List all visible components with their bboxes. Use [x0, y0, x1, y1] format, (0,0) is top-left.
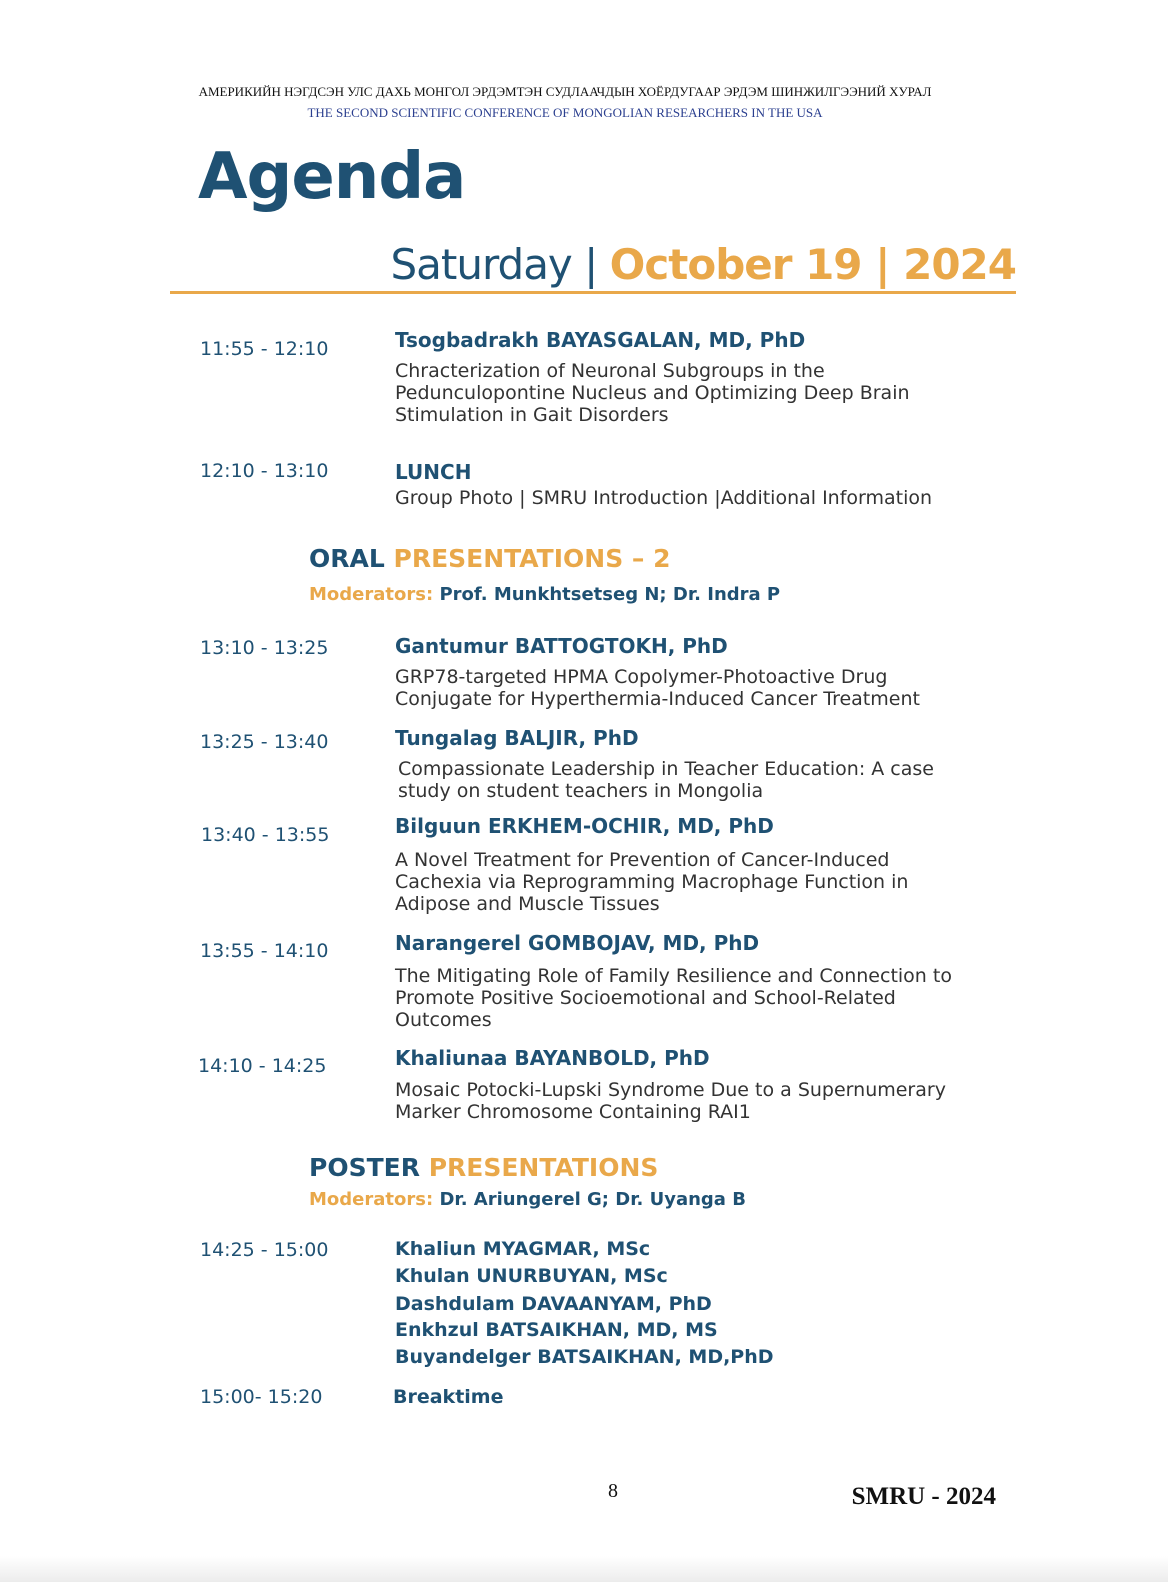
speaker-name: Tsogbadrakh BAYASGALAN, MD, PhD	[395, 328, 806, 352]
section-title-oral	[309, 544, 671, 573]
poster-presenter: Khaliun MYAGMAR, MSc	[395, 1238, 651, 1260]
footer-brand: SMRU - 2024	[851, 1483, 996, 1510]
header-english: THE SECOND SCIENTIFIC CONFERENCE OF MONGOLIAN RESEARCHERS IN THE USA	[307, 105, 823, 120]
agenda-time: 15:00- 15:20	[200, 1386, 323, 1408]
talk-title: A Novel Treatment for Prevention of Cancer-Induced Cachexia via Reprogramming Macrophage Function in Adipose and Muscle Tissues	[395, 849, 909, 915]
poster-presenter: Enkhzul BATSAIKHAN, MD, MS	[395, 1319, 718, 1341]
agenda-time: 14:25 - 15:00	[200, 1239, 329, 1261]
moderators-oral	[309, 584, 780, 605]
poster-presenter: Khulan UNURBUYAN, MSc	[395, 1265, 668, 1287]
poster-presenter: Dashdulam DAVAANYAM, PhD	[395, 1293, 712, 1315]
moderators-label: Moderators:	[309, 1189, 434, 1210]
talk-title: Compassionate Leadership in Teacher Education: A case study on student teachers in Mongolia	[398, 758, 934, 802]
page-title: Agenda	[198, 140, 466, 214]
lunch-details: Group Photo | SMRU Introduction |Additional Information	[395, 487, 933, 509]
talk-title: Chracterization of Neuronal Subgroups in the Pedunculopontine Nucleus and Optimizing Deep Brain Stimulation in Gait Disorders	[395, 360, 910, 426]
talk-title: Mosaic Potocki-Lupski Syndrome Due to a Supernumerary Marker Chromosome Containing RAI1	[395, 1079, 946, 1123]
page-number: 8	[608, 1480, 618, 1502]
speaker-name: Tungalag BALJIR, PhD	[395, 726, 639, 750]
moderators-poster	[309, 1189, 746, 1210]
agenda-time: 11:55 - 12:10	[200, 338, 329, 360]
talk-title: The Mitigating Role of Family Resilience and Connection to Promote Positive Socioemotional and School-Related Outcomes	[395, 965, 952, 1031]
speaker-name: Gantumur BATTOGTOKH, PhD	[395, 634, 728, 658]
speaker-name: Bilguun ERKHEM-OCHIR, MD, PhD	[395, 814, 774, 838]
lunch-label: LUNCH	[395, 460, 472, 484]
poster-presenter: Buyandelger BATSAIKHAN, MD,PhD	[395, 1346, 774, 1368]
breaktime-label: Breaktime	[393, 1386, 504, 1408]
header-mongolian: АМЕРИКИЙН НЭГДСЭН УЛС ДАХЬ МОНГОЛ ЭРДЭМТЭН СУДЛААЧДЫН ХОЁРДУГААР ЭРДЭМ ШИНЖИЛГЭЭНИЙ ХУРАЛ	[198, 84, 932, 99]
agenda-time: 13:40 - 13:55	[201, 824, 330, 846]
header-divider	[170, 291, 1016, 294]
agenda-time: 12:10 - 13:10	[200, 460, 329, 482]
agenda-time: 13:55 - 14:10	[200, 940, 329, 962]
moderators-names: Dr. Ariungerel G; Dr. Uyanga B	[439, 1189, 746, 1210]
section-title-part-b: PRESENTATIONS – 2	[393, 544, 671, 573]
section-title-part-a: ORAL	[309, 544, 385, 573]
section-title-part-b: PRESENTATIONS	[428, 1153, 659, 1182]
agenda-time: 13:25 - 13:40	[200, 731, 329, 753]
speaker-name: Khaliunaa BAYANBOLD, PhD	[395, 1046, 710, 1070]
talk-title: GRP78-targeted HPMA Copolymer-Photoactive Drug Conjugate for Hyperthermia-Induced Cancer Treatment	[395, 666, 920, 710]
page-bottom-edge	[0, 1556, 1168, 1582]
date-line	[391, 240, 1016, 289]
date-value: October 19 | 2024	[609, 240, 1016, 289]
date-separator: |	[571, 240, 610, 289]
date-day: Saturday	[390, 240, 572, 289]
agenda-time: 14:10 - 14:25	[198, 1055, 327, 1077]
section-title-poster	[309, 1153, 658, 1182]
speaker-name: Narangerel GOMBOJAV, MD, PhD	[395, 931, 760, 955]
section-title-part-a: POSTER	[309, 1153, 420, 1182]
agenda-time: 13:10 - 13:25	[200, 637, 329, 659]
moderators-names: Prof. Munkhtsetseg N; Dr. Indra P	[439, 584, 781, 605]
moderators-label: Moderators:	[309, 584, 434, 605]
